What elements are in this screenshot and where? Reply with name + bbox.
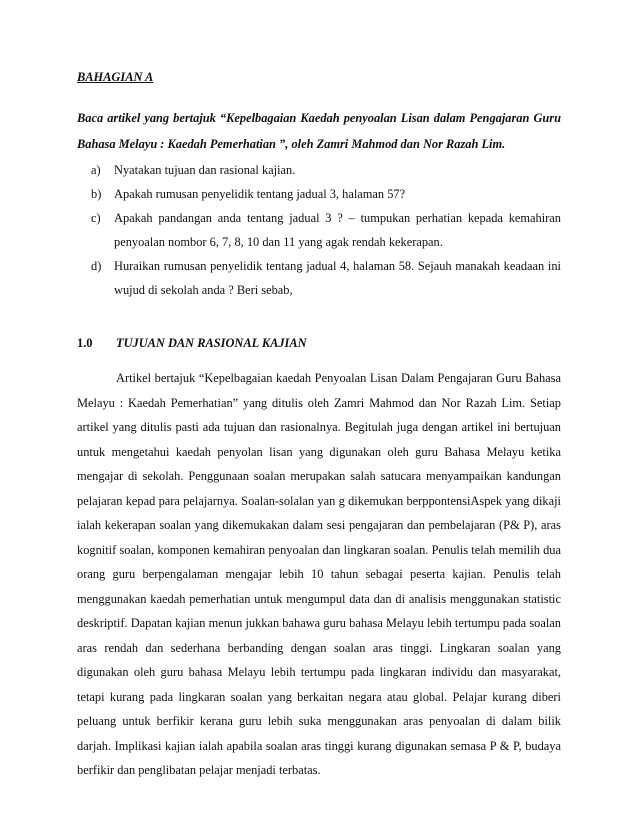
question-text: Apakah rumusan penyelidik tentang jadual 3, halaman 57? [114,187,406,201]
body-paragraph: Artikel bertajuk “Kepelbagaian kaedah Penyoalan Lisan Dalam Pengajaran Guru Bahasa Melayu : Kaedah Pemerhatian” yang ditulis oleh Zamri Mahmod dan Nor Razah Lim. Setiap artikel yang ditulis pasti ada tujuan dan rasionalnya. Begitulah juga dengan artikel ini bertujuan untuk mengetahui kaedah penyolan lisan yang digunakan oleh guru Bahasa Melayu ketika mengajar di sekolah. Penggunaan soalan merupakan salah satucara menyampaikan kandungan pelajaran kepad para pelajarnya. Soalan-solalan yan g dikemukan berppontensiAspek yang dikaji ialah kekerapan soalan yang dikemukakan dalam sesi pengajaran dan pembelajaran (P& P), aras kognitif soalan, komponen kemahiran penyoalan dan lingkaran soalan. Penulis telah memilih dua orang guru berpengalaman mengajar lebih 10 tahun sebagai peserta kajian. Penulis telah menggunakan kaedah pemerhatian untuk mengumpul data dan di analisis menggunakan statistic deskriptif. Dapatan kajian menun jukkan bahawa guru bahasa Melayu lebih tertumpu pada soalan aras rendah dan sederhana berbanding dengan soalan aras tinggi. Lingkaran soalan yang digunakan oleh guru bahasa Melayu lebih tertumpu pada lingkaran individu dan masyarakat, tetapi kurang pada lingkaran soalan yang berkaitan negara atau global. Pelajar kurang diberi peluang untuk berfikir kerana guru lebih suka menggunakan aras penyoalan di dalam bilik darjah. Implikasi kajian ialah apabila soalan aras tinggi kurang digunakan semasa P & P, budaya berfikir dan penglibatan pelajar menjadi terbatas. [77,371,561,777]
section-heading: BAHAGIAN A [77,70,154,84]
question-marker: d) [91,259,102,273]
section-number: 1.0 [77,336,93,350]
question-text: Apakah pandangan anda tentang jadual 3 ? – tumpukan perhatian kepada kemahiran penyoalan nombor 6, 7, 8, 10 dan 11 yang agak rendah kekerapan. [114,211,561,249]
question-marker: a) [91,163,101,177]
question-item [77,158,561,182]
question-item [77,254,561,302]
intro-instruction: Baca artikel yang bertajuk “Kepelbagaian Kaedah penyoalan Lisan dalam Pengajaran Guru Bahasa Melayu : Kaedah Pemerhatian ”, oleh Zamri Mahmod dan Nor Razah Lim. [77,111,561,151]
question-item [77,206,561,254]
question-list [77,158,561,302]
section-title: TUJUAN DAN RASIONAL KAJIAN [116,336,307,350]
question-item [77,182,561,206]
question-marker: c) [91,211,101,225]
question-text: Huraikan rumusan penyelidik tentang jadual 4, halaman 58. Sejauh manakah keadaan ini wujud di sekolah anda ? Beri sebab, [114,259,561,297]
question-marker: b) [91,187,102,201]
question-text: Nyatakan tujuan dan rasional kajian. [114,163,296,177]
